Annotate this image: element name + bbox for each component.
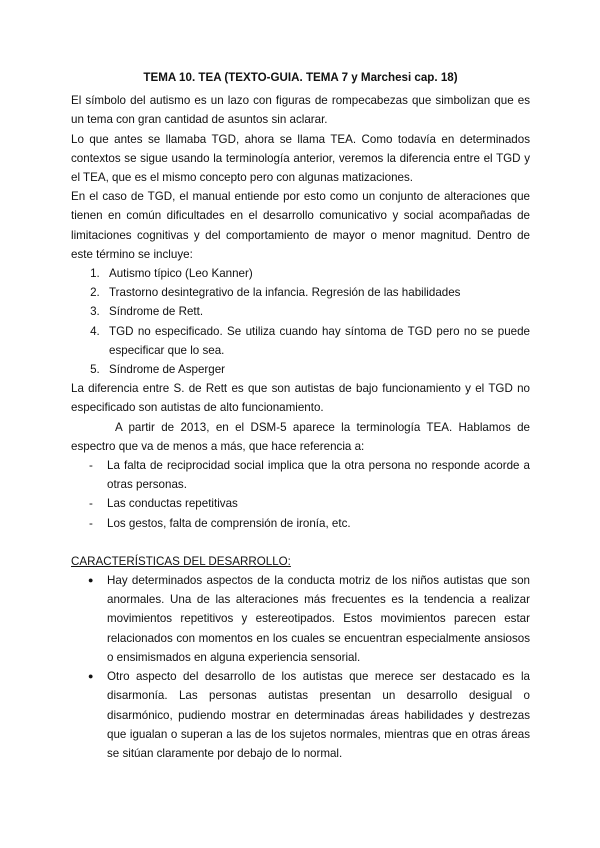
list-item: 2. Trastorno desintegrativo de la infancia. Regresión de las habilidades xyxy=(103,283,530,302)
paragraph-tgd-definition: En el caso de TGD, el manual entiende por esto como un conjunto de alteraciones que tienen en común dificultades en el desarrollo comunicativo y social acompañadas de limitaciones cognitivas y del comportamiento de mayor o menor magnitud. Dentro de este término se incluye: xyxy=(71,190,530,261)
paragraph-dsm5: A partir de 2013, en el DSM-5 aparece la terminología TEA. Hablamos de espectro que va de menos a más, que hace referencia a: xyxy=(71,420,530,453)
paragraph-rett-difference: La diferencia entre S. de Rett es que son autistas de bajo funcionamiento y el TGD no especificado son autistas de alto funcionamiento. xyxy=(71,382,530,415)
list-item: 5. Síndrome de Asperger xyxy=(103,360,530,379)
paragraph-autism-symbol: El símbolo del autismo es un lazo con figuras de rompecabezas que simbolizan que es un tema con gran cantidad de asuntos sin aclarar. xyxy=(71,94,530,127)
list-item: 1. Autismo típico (Leo Kanner) xyxy=(103,264,530,283)
list-item: 3. Síndrome de Rett. xyxy=(103,302,530,321)
list-item: ● Otro aspecto del desarrollo de los autistas que merece ser destacado es la disarmonía. Las personas autistas presentan un desarrollo desigual o disarmónico, pudiendo mostrar en determinadas áreas habilidades y destrezas que igualan o superan a las de los sujetos normales, mientras que en otras áreas se sitúan claramente por debajo de lo normal. xyxy=(71,667,530,763)
list-item: - La falta de reciprocidad social implica que la otra persona no responde acorde a otras personas. xyxy=(71,456,530,494)
section-heading: CARACTERÍSTICAS DEL DESARROLLO: xyxy=(71,554,291,568)
list-item: - Los gestos, falta de comprensión de ironía, etc. xyxy=(71,514,530,533)
tgd-numbered-list xyxy=(71,264,530,379)
list-item: - Las conductas repetitivas xyxy=(71,494,530,513)
paragraph-tgd-tea: Lo que antes se llamaba TGD, ahora se llama TEA. Como todavía en determinados contextos se sigue usando la terminología anterior, veremos la diferencia entre el TGD y el TEA, que es el mismo concepto pero con algunas matizaciones. xyxy=(71,132,530,185)
development-bullet-list xyxy=(71,571,530,763)
list-item: 4. TGD no especificado. Se utiliza cuando hay síntoma de TGD pero no se puede especificar que lo sea. xyxy=(103,322,530,360)
list-item: ● Hay determinados aspectos de la conducta motriz de los niños autistas que son anormales. Una de las alteraciones más frecuentes es la tendencia a realizar movimientos repetitivos y estereotipados. Estos movimientos parecen estar relacionados con momentos en los cuales se encuentran especialmente ansiosos o ensimismados en alguna experiencia sensorial. xyxy=(71,571,530,667)
tea-dash-list xyxy=(71,456,530,533)
document-page xyxy=(71,68,530,763)
document-title: TEMA 10. TEA (TEXTO-GUIA. TEMA 7 y Marchesi cap. 18) xyxy=(143,71,458,84)
